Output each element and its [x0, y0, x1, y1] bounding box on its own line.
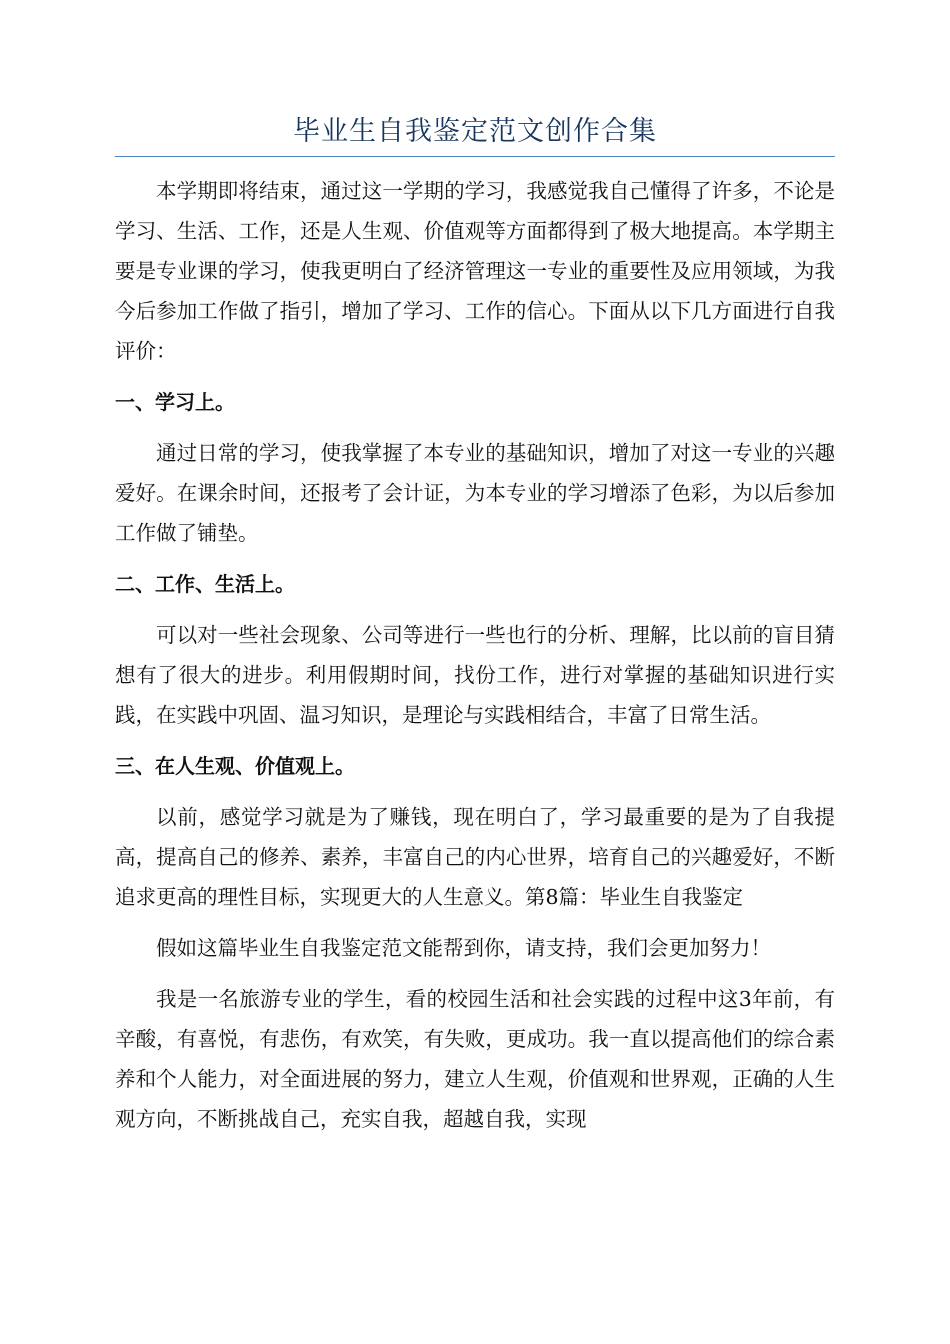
document-title: 毕业生自我鉴定范文创作合集 — [293, 116, 657, 147]
support-note: 假如这篇毕业生自我鉴定范文能帮到你，请支持，我们会更加努力！ — [156, 936, 771, 960]
section-paragraph-study: 通过日常的学习，使我掌握了本专业的基础知识，增加了对这一专业的兴趣爱好。在课余时间，还报考了会计证，为本专业的学习增添了色彩，为以后参加工作做了铺垫。 — [115, 441, 835, 545]
section-heading-study: 一、学习上。 — [115, 390, 235, 414]
title-block — [115, 108, 835, 157]
closing-paragraph: 我是一名旅游专业的学生，看的校园生活和社会实践的过程中这3年前，有辛酸，有喜悦，有悲伤，有欢笑，有失败，更成功。我一直以提高他们的综合素养和个人能力，对全面进展的努力，建立人生观，价值观和世界观，正确的人生观方向，不断挑战自己，充实自我，超越自我，实现 — [115, 987, 835, 1131]
intro-paragraph: 本学期即将结束，通过这一学期的学习，我感觉我自己懂得了许多，不论是学习、生活、工作，还是人生观、价值观等方面都得到了极大地提高。本学期主要是专业课的学习，使我更明白了经济管理这一专业的重要性及应用领域，为我今后参加工作做了指引，增加了学习、工作的信心。下面从以下几方面进行自我评价： — [115, 179, 835, 363]
section-heading-values: 三、在人生观、价值观上。 — [115, 754, 355, 778]
section-heading-work-life: 二、工作、生活上。 — [115, 572, 295, 596]
section-paragraph-values: 以前，感觉学习就是为了赚钱，现在明白了，学习最重要的是为了自我提高，提高自己的修养、素养，丰富自己的内心世界，培育自己的兴趣爱好，不断追求更高的理性目标，实现更大的人生意义。第8篇：毕业生自我鉴定 — [115, 805, 835, 909]
document-body — [115, 171, 835, 1150]
section-paragraph-work-life: 可以对一些社会现象、公司等进行一些也行的分析、理解，比以前的盲目猜想有了很大的进步。利用假期时间，找份工作，进行对掌握的基础知识进行实践，在实践中巩固、温习知识，是理论与实践相结合，丰富了日常生活。 — [115, 623, 835, 727]
